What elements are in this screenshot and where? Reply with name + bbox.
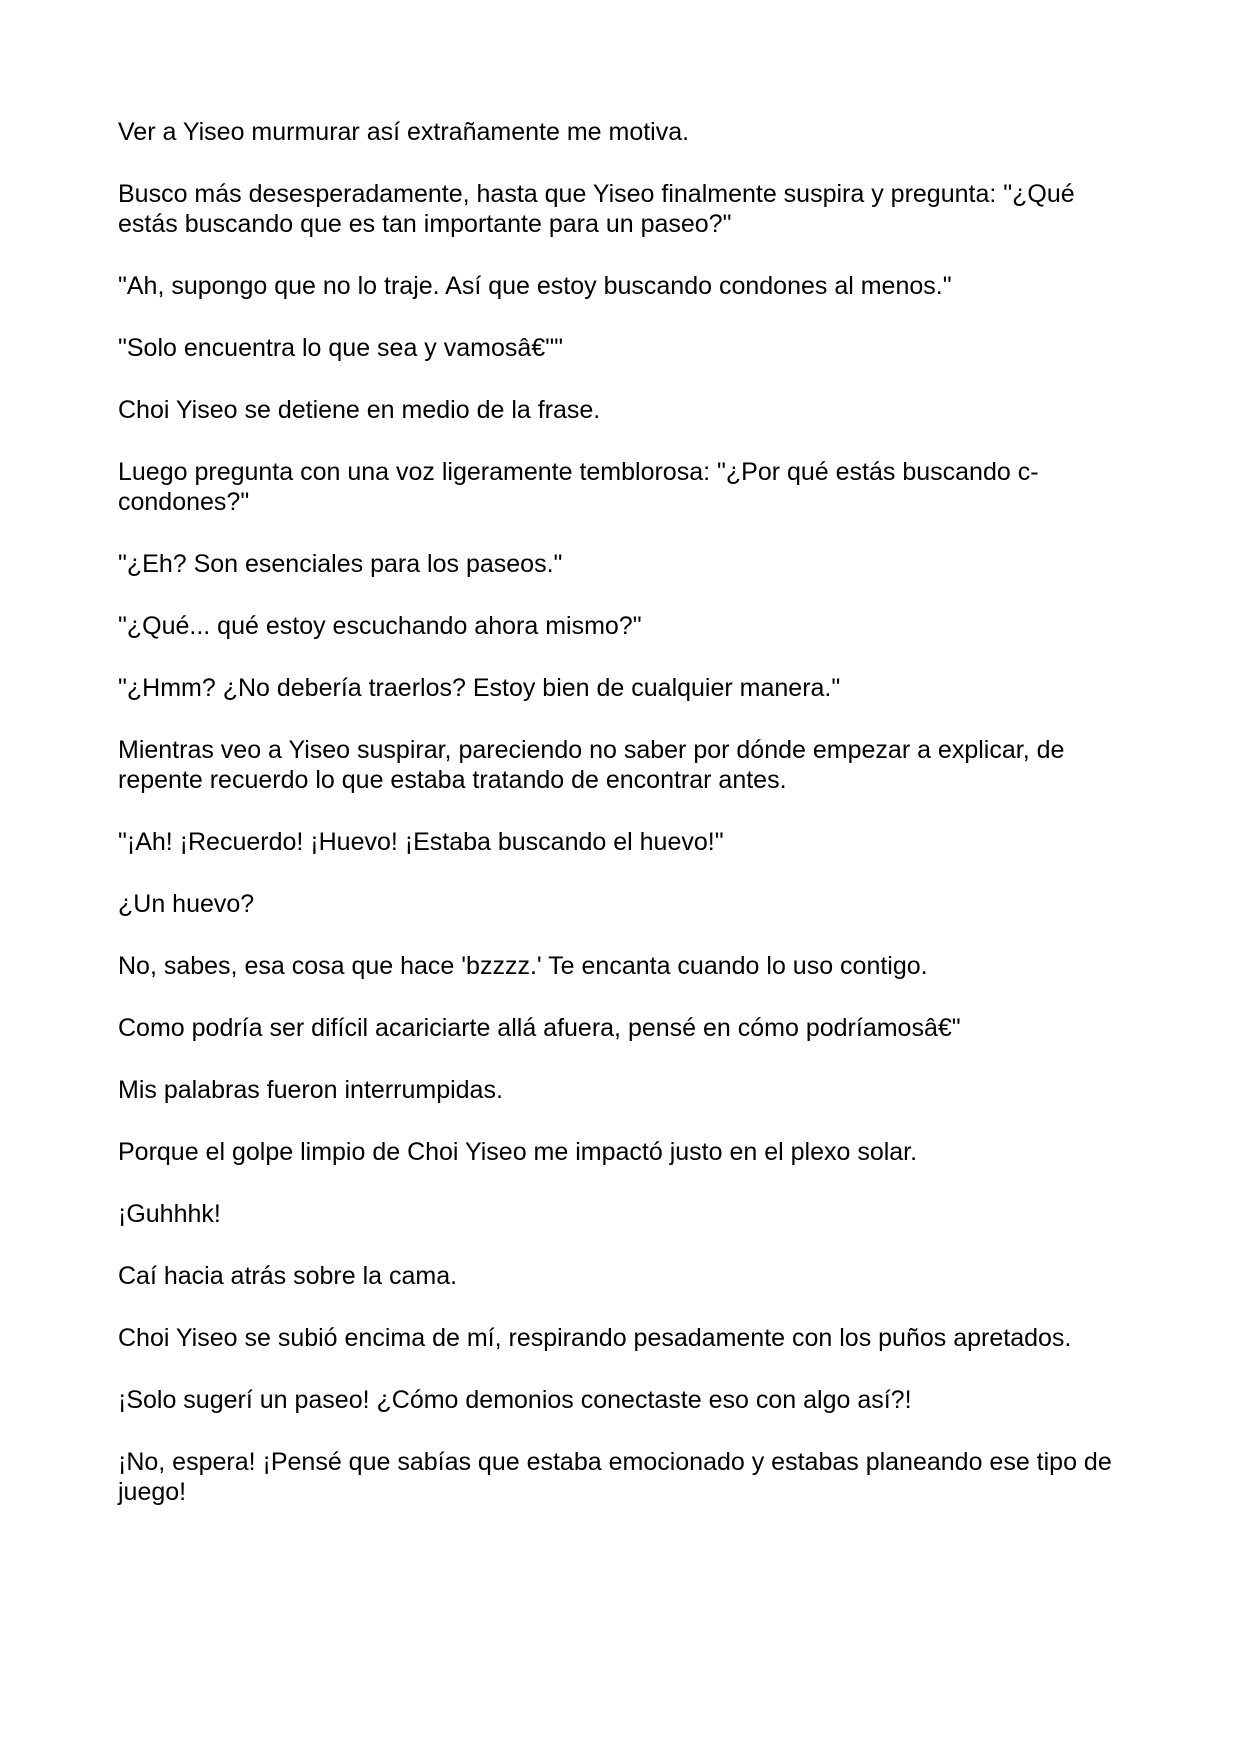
paragraph: Porque el golpe limpio de Choi Yiseo me impactó justo en el plexo solar.: [118, 1138, 918, 1166]
paragraph: No, sabes, esa cosa que hace 'bzzzz.' Te encanta cuando lo uso contigo.: [118, 952, 928, 980]
paragraph: Mis palabras fueron interrumpidas.: [118, 1076, 503, 1104]
paragraph: Choi Yiseo se subió encima de mí, respirando pesadamente con los puños apretados.: [118, 1324, 1072, 1352]
document-body: [118, 117, 1128, 1539]
paragraph: "Ah, supongo que no lo traje. Así que estoy buscando condones al menos.": [118, 272, 952, 300]
paragraph: Choi Yiseo se detiene en medio de la frase.: [118, 396, 601, 424]
paragraph: "¡Ah! ¡Recuerdo! ¡Huevo! ¡Estaba buscando el huevo!": [118, 828, 724, 856]
paragraph: Busco más desesperadamente, hasta que Yiseo finalmente suspira y pregunta: "¿Qué estás buscando que es tan importante para un paseo?": [118, 180, 1075, 238]
paragraph: ¡No, espera! ¡Pensé que sabías que estaba emocionado y estabas planeando ese tipo de juego!: [118, 1448, 1112, 1506]
paragraph: "¿Qué... qué estoy escuchando ahora mismo?": [118, 612, 642, 640]
paragraph: Mientras veo a Yiseo suspirar, pareciendo no saber por dónde empezar a explicar, de repente recuerdo lo que estaba tratando de encontrar antes.: [118, 736, 1065, 794]
paragraph: "Solo encuentra lo que sea y vamosâ€"": [118, 334, 563, 362]
paragraph: Como podría ser difícil acariciarte allá afuera, pensé en cómo podríamosâ€": [118, 1014, 961, 1042]
paragraph: ¿Un huevo?: [118, 890, 255, 918]
paragraph: "¿Hmm? ¿No debería traerlos? Estoy bien de cualquier manera.": [118, 674, 841, 702]
paragraph: Caí hacia atrás sobre la cama.: [118, 1262, 458, 1290]
paragraph: "¿Eh? Son esenciales para los paseos.": [118, 550, 563, 578]
paragraph: Ver a Yiseo murmurar así extrañamente me motiva.: [118, 118, 690, 146]
paragraph: Luego pregunta con una voz ligeramente temblorosa: "¿Por qué estás buscando c-condones?": [118, 458, 1039, 516]
paragraph: ¡Guhhhk!: [118, 1200, 221, 1228]
paragraph: ¡Solo sugerí un paseo! ¿Cómo demonios conectaste eso con algo así?!: [118, 1386, 912, 1414]
